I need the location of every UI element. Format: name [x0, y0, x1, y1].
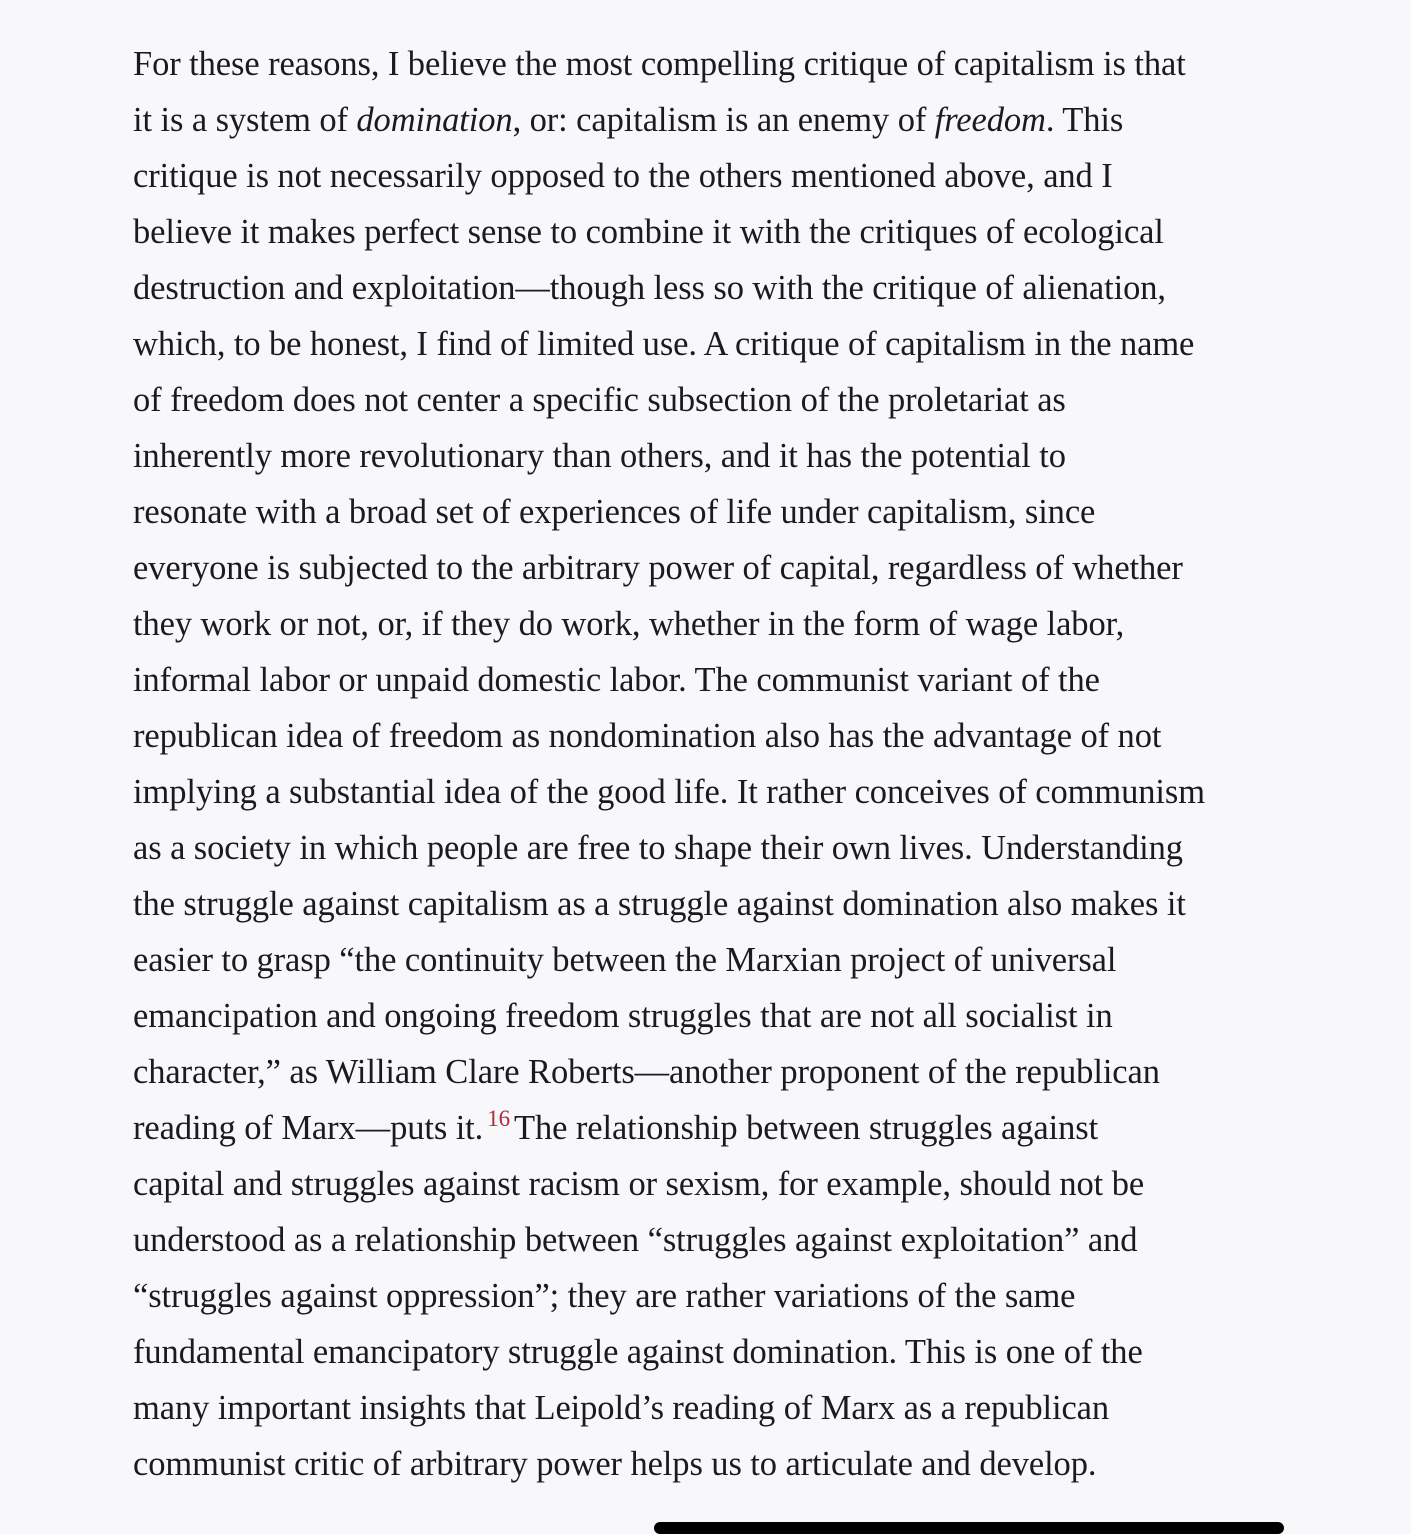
text-run: . This — [1045, 101, 1124, 139]
text-line: implying a substantial idea of the good life. It rather conceives of communism — [133, 773, 1205, 811]
text-line: inherently more revolutionary than others, and it has the potential to — [133, 437, 1066, 475]
text-line: communist critic of arbitrary power helps us to articulate and develop. — [133, 1445, 1097, 1483]
text-line: the struggle against capitalism as a struggle against domination also makes it — [133, 885, 1186, 923]
text-line: many important insights that Leipold’s reading of Marx as a republican — [133, 1389, 1110, 1427]
text-line: easier to grasp “the continuity between the Marxian project of universal — [133, 941, 1117, 979]
emphasis-freedom: freedom — [934, 101, 1046, 139]
text-line: everyone is subjected to the arbitrary power of capital, regardless of whether — [133, 549, 1183, 587]
text-line: which, to be honest, I find of limited use. A critique of capitalism in the name — [133, 325, 1195, 363]
emphasis-domination: domination — [356, 101, 513, 139]
text-line: republican idea of freedom as nondomination also has the advantage of not — [133, 717, 1162, 755]
text-line: “struggles against oppression”; they are rather variations of the same — [133, 1277, 1076, 1315]
home-indicator-bar[interactable] — [654, 1522, 1284, 1534]
text-line: emancipation and ongoing freedom struggles that are not all socialist in — [133, 997, 1113, 1035]
text-line: as a society in which people are free to shape their own lives. Understanding — [133, 829, 1183, 867]
text-run: reading of Marx—puts it. — [133, 1109, 484, 1147]
text-line: destruction and exploitation—though less so with the critique of alienation, — [133, 269, 1166, 307]
text-line: resonate with a broad set of experiences of life under capitalism, since — [133, 493, 1096, 531]
body-paragraph — [133, 36, 1353, 1492]
text-line: capital and struggles against racism or sexism, for example, should not be — [133, 1165, 1145, 1203]
text-line: of freedom does not center a specific subsection of the proletariat as — [133, 381, 1066, 419]
text-line: informal labor or unpaid domestic labor. The communist variant of the — [133, 661, 1100, 699]
text-line: critique is not necessarily opposed to the others mentioned above, and I — [133, 157, 1113, 195]
text-run: it is a system of — [133, 101, 357, 139]
text-line: understood as a relationship between “struggles against exploitation” and — [133, 1221, 1138, 1259]
footnote-link-16[interactable]: 16 — [487, 1106, 511, 1132]
text-line: believe it makes perfect sense to combine it with the critiques of ecological — [133, 213, 1164, 251]
text-run: The relationship between struggles against — [514, 1109, 1099, 1147]
text-line — [133, 1100, 1353, 1156]
text-line: fundamental emancipatory struggle against domination. This is one of the — [133, 1333, 1143, 1371]
text-line: character,” as William Clare Roberts—another proponent of the republican — [133, 1053, 1160, 1091]
text-line — [133, 92, 1353, 148]
text-line: For these reasons, I believe the most compelling critique of capitalism is that — [133, 45, 1186, 83]
text-line: they work or not, or, if they do work, whether in the form of wage labor, — [133, 605, 1125, 643]
text-run: , or: capitalism is an enemy of — [512, 101, 935, 139]
